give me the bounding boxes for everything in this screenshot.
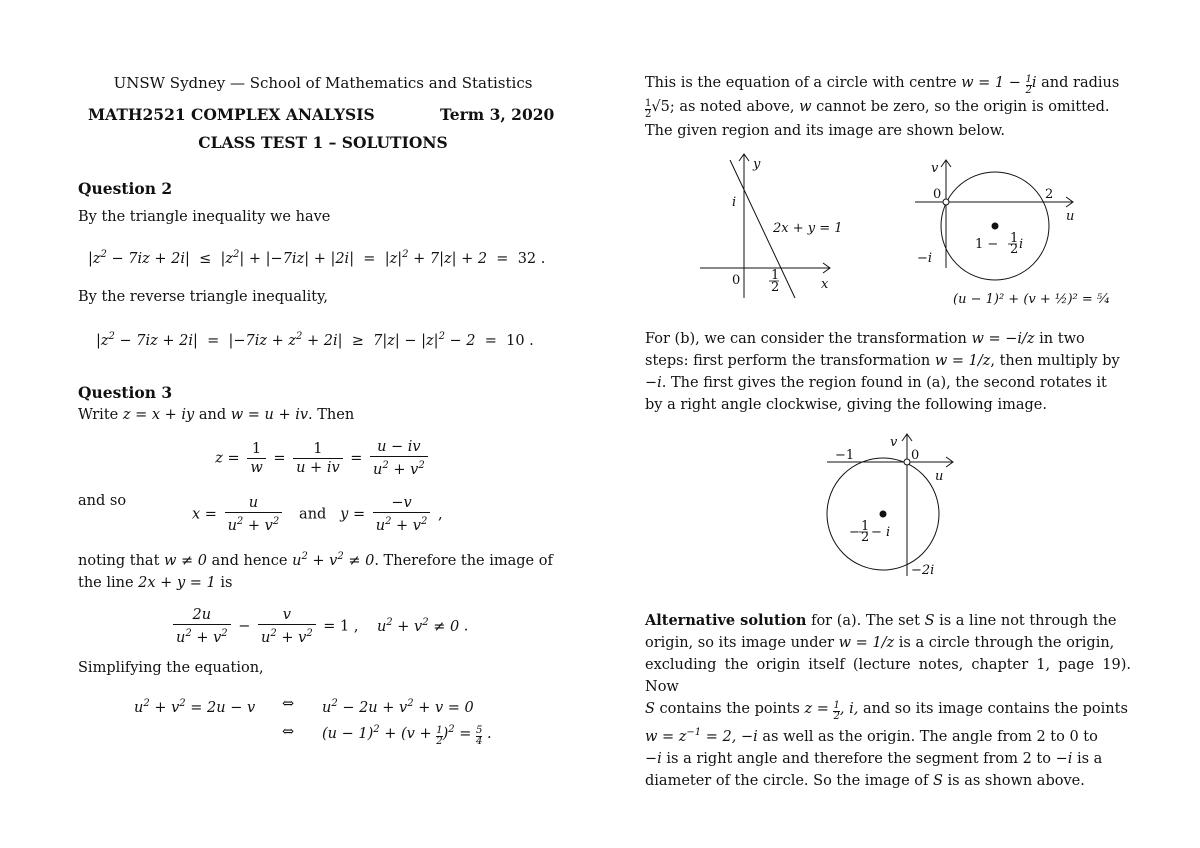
fig2-center-dot <box>992 223 999 230</box>
fig1-line-label: 2x + y = 1 <box>773 221 843 236</box>
fig3-center-label: − <box>849 525 860 540</box>
fig1-half-num: 1 <box>771 268 780 283</box>
p1-e: The given region and its image are shown below. <box>645 123 1006 139</box>
right-paragraph-1: This is the equation of a circle with centre w = 1 − $\frac{1}{2}$ i and radius $\frac{1}{2}$ √5; as noted above, w cannot be zero, so the origin is omitted. The given region and its image are shown below. <box>645 74 1120 139</box>
q2-equation-1: $|z^2 - 7iz + 2i| \le |z^2| + |-7iz| + |2i| = |z|^2 + 7|z| + 2 = 32$ . <box>88 249 546 267</box>
q2-heading: Question 2 <box>78 179 173 198</box>
figure-line <box>695 152 845 302</box>
fig3-center-dot <box>880 511 887 518</box>
p2-e: . The first gives the region found in (a), the second rotates it <box>661 375 1107 391</box>
alt-l: is as shown above. <box>947 772 1085 789</box>
course-line <box>78 100 568 130</box>
p1-b: and radius <box>1041 75 1120 91</box>
fig1-x-label: x <box>821 277 829 292</box>
q3-noting: noting that w ≠ 0 and hence $u^2 + v^2 \ne 0$. Therefore the image of <box>78 551 553 570</box>
q3-noting-c: . Therefore the image of <box>374 553 553 570</box>
alt-b: is a line not through the <box>939 613 1117 629</box>
alt-d: is a circle through the origin, <box>898 635 1115 651</box>
q3-simplifying: Simplifying the equation, <box>78 660 264 677</box>
q3-intro: Write z = x + iy and w = u + iv. Then <box>78 406 355 423</box>
q3-heading: Question 3 <box>78 382 173 402</box>
figure-circle-b <box>825 430 965 580</box>
fig3-center-den: 2 <box>861 530 870 545</box>
alt-a: for (a). The set <box>811 613 920 629</box>
alt-e: excluding the origin itself (lecture notes, chapter 1, page 19). Now <box>645 657 1131 695</box>
fig3-m2i-label: −2i <box>911 563 935 578</box>
fig2-two-label: 2 <box>1045 187 1054 202</box>
p2-a: For (b), we can consider the transformation <box>645 331 967 347</box>
q3-and-so-row <box>78 490 568 536</box>
figure-circle-a <box>911 158 1141 310</box>
p1-c: ; as noted above, <box>669 99 795 115</box>
alt-g: and so its image contains the points <box>862 701 1128 717</box>
q3-and: and <box>198 406 227 423</box>
university-line: UNSW Sydney — School of Mathematics and Statistics <box>113 74 533 92</box>
alt-h: as well as the origin. The angle from 2 to 0 to <box>762 728 1098 745</box>
q3-then: . Then <box>308 406 355 423</box>
fig1-half-den: 2 <box>771 280 780 295</box>
q3-line-text: the line 2x + y = 1 is <box>78 575 233 592</box>
alt-j: is a <box>1076 750 1103 767</box>
fig2-center-label: 1 − <box>975 237 999 252</box>
q3-equation-image: $\frac{2u}{u^2 + v^2}$ − $\frac{v}{u^2 + v^2}$ = 1 , $u^2 + v^2 \ne 0$ . <box>170 606 568 647</box>
right-paragraph-3: Alternative solution for (a). The set S is a line not through the origin, so its image under w = 1/z is a circle through the origin, excluding the origin itself (lecture notes, chapter 1, page 19). Now S contains the points z = $\frac{1}{2}$ , i, and so its image contains the points $w = z^{-1} = 2$, −i as well as the origin. The angle from 2 to 0 to −i is a right angle and therefore the segment from 2 to −i is a diameter of the circle. So the image of S is as shown above. <box>645 612 1131 789</box>
course-title: MATH2521 COMPLEX ANALYSIS <box>88 105 375 124</box>
alt-k: diameter of the circle. So the image of <box>645 772 929 789</box>
fig1-i-label: i <box>732 195 737 210</box>
fig3-v-label: v <box>890 435 898 450</box>
alt-c: origin, so its image under <box>645 635 835 651</box>
alt-i: is a right angle and therefore the segment from 2 to <box>666 750 1051 767</box>
fig1-zero-label: 0 <box>732 273 741 288</box>
fig2-v-label: v <box>931 161 939 176</box>
p1-d: cannot be zero, so the origin is omitted. <box>816 99 1110 115</box>
right-paragraph-2: For (b), we can consider the transformation w = −i/z in two steps: first perform the transformation w = 1/z, then multiply by −i. The first gives the region found in (a), the second rotates it by a right angle clockwise, giving the following image. <box>645 331 1120 413</box>
q2-text-1: By the triangle inequality we have <box>78 209 331 225</box>
right-column <box>645 72 1131 789</box>
fig3-origin-omitted <box>904 459 910 465</box>
q3-equation-z: z = $\frac{1}{w}$ = $\frac{1}{u + iv}$ = $\frac{u - iv}{u^2 + v^2}$ <box>78 438 568 479</box>
term-label: Term 3, 2020 <box>440 105 555 124</box>
q3-noting-b: and hence <box>211 553 288 570</box>
alt-f: contains the points <box>659 701 800 717</box>
q3-equation-xy: x = $\frac{u}{u^2 + v^2}$ and y = $\frac{-v}{u^2 + v^2}$ , <box>192 495 443 535</box>
q3-line-is: is <box>220 575 233 592</box>
q3-write: Write <box>78 406 119 423</box>
p1-a: This is the equation of a circle with centre <box>645 75 957 91</box>
p2-f: by a right angle clockwise, giving the following image. <box>645 397 1047 413</box>
test-title: CLASS TEST 1 – SOLUTIONS <box>198 133 448 152</box>
q3-and-word: and <box>299 506 327 523</box>
fig2-u-label: u <box>1066 209 1075 224</box>
fig2-center-i: i <box>1019 237 1024 252</box>
fig3-center-num: 1 <box>861 519 870 534</box>
q3-line-label: the line <box>78 575 134 592</box>
alt-heading: Alternative solution <box>645 612 807 629</box>
fig3-m1-label: −1 <box>835 448 855 463</box>
fig2-center-den: 2 <box>1010 242 1019 257</box>
p2-c: steps: first perform the transformation <box>645 353 931 369</box>
fig2-mi-label: −i <box>917 251 933 266</box>
fig2-center-num: 1 <box>1010 231 1019 246</box>
fig3-zero-label: 0 <box>911 448 920 463</box>
fig3-center-i: − i <box>871 525 891 540</box>
fig2-zero-label: 0 <box>933 187 942 202</box>
q2-result-1: 32 <box>517 250 537 267</box>
q2-result-2: 10 <box>506 332 525 349</box>
q3-noting-a: noting that <box>78 553 160 570</box>
q2-text-2: By the reverse triangle inequality, <box>78 288 328 305</box>
fig1-y-label: y <box>753 157 761 172</box>
fig3-u-label: u <box>935 469 944 484</box>
q3-and-so: and so <box>78 493 127 510</box>
q3-equation-final: $u^2 + v^2 = 2u - v$ ⇔ $u^2 - 2u + v^2 + v = 0$ ⇔ $(u - 1)^2 + (v$ + $\frac{1}{2}$ )$^2$ = $\frac{5}{4}$ . <box>134 696 492 747</box>
left-column <box>78 72 568 745</box>
fig2-equation: (u − 1)² + (v + ½)² = ⁵⁄₄ <box>953 292 1110 307</box>
p2-b: in two <box>1039 331 1085 347</box>
q2-equation-2: $|z^2 - 7iz + 2i| = |-7iz + z^2 + 2i| \ge 7|z| - |z|^2 - 2 = 10$ . <box>96 330 534 349</box>
p2-d: , then multiply by <box>990 353 1120 369</box>
fig2-origin-omitted <box>943 199 949 205</box>
